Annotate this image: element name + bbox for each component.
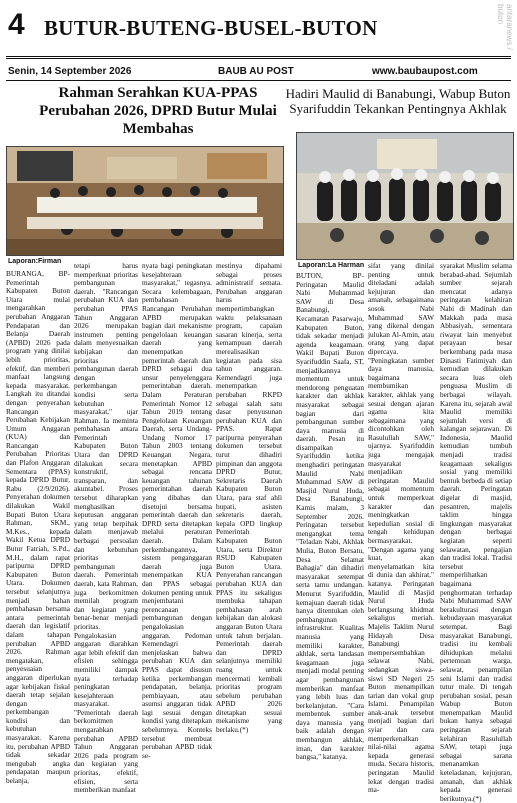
story1-column-1: BURANGA, BP- Pemerintah Kabupaten Buton Utara mulai mengarahkan perubahan Anggaran Pendapatan dan Belanja Daerah (APBD) 2026 pada program yang dinilai lebih prioritas, efektif, dan memberi manfaat langsung kepada masyarakat. Langkah itu ditandai dengan penyerahan Rancangan Perubahan Kebijakan Umum Anggaran (KUA) dan Rancangan Perubahan Prioritas dan Plafon Anggaran Sementara (PPAS) kepada DPRD Butur, Rabu (2/9/2026). Penyerahan dokumen dilakukan Wakil Bupati Buton Utara Rahman, SKM., M.Kes., kepada Wakil Ketua DPRD Butur Fatriah, S.Pd., M.H., dalam rapat paripurna DPRD Kabupaten Buton Utara. Dokumen tersebut selanjutnya menjadi bahan pembahasan bersama antara pemerintah daerah dan legislatif dalam tahapan perubahan APBD 2026. Rahman mengatakan, penyesuaian anggaran diperlukan agar kebijakan fiskal daerah tetap sejalan dengan perkembangan kondisi dan kebutuhan masyarakat. Karena itu, perubahan APBD tidak sekadar mengubah angka pendapatan maupun belanja, (6, 269, 70, 786)
divider (6, 80, 511, 81)
story2-photo (296, 132, 514, 260)
story2-photo-caption: Laporan:La Harman (298, 262, 365, 269)
story2-column-3: syarakat Muslim selama berabad-abad. Sejumlah sumber sejarah mencatat adanya peringatan kelahiran Nabi di Madinah dan Makkah pada masa Abbasiyah, sementara riwayat lain menyebut perayaan besar berkembang pada masa Dinasti Fatimiyah dan kemudian dilakukan secara luas oleh penguasa Muslim di berbagai wilayah. Karena itu, sejarah awal Maulid memiliki sejumlah versi di kalangan sejarawan. Di Indonesia, Maulid kemudian tumbuh menjadi tradisi keagamaan sekaligus sosial yang memiliki bentuk berbeda di setiap daerah. Peringatan digelar di masjid, pesantren, majelis taklim hingga lingkungan masyarakat dengan berbagai kegiatan seperti selawatan, pengajian dan tradisi lokal. Tradisi tersebut memperlihatkan bagaimana penghormatan terhadap Nabi Muhammad SAW berakulturasi dengan kebudayaan masyarakat setempat. Bagi masyarakat Banabungi, tradisi itu kembali dihidupkan melalui pertemuan warga, selawat, penampilan seni Islami dan tradisi tutur male. Di tengah perubahan sosial, pesan Wabup Buton menempatkan Maulid bukan hanya sebagai peringatan sejarah kelahiran Rasulullah SAW, tetapi juga sebagai sarana menanamkan keteladanan, kejujuran, amanah, dan akhlak kepada generasi berikutnya.(*) (440, 261, 512, 803)
divider (6, 58, 511, 59)
story1-column-2: tetapi harus memperkuat prioritas pembangunan daerah. "Rancangan perubahan KUA dan perubahan PPAS Tahun Anggaran 2026 merupakan instrumen penting dalam menyesuaikan kebijakan dan prioritas pembangunan daerah dengan perkembangan kondisi serta kebutuhan masyarakat," ujar Rahman. Ia meminta pembahasan antara Pemerintah Kabupaten Buton Utara dan DPRD dilakukan secara konstruktif, transparan, dan akuntabel. Proses tersebut diharapkan menghasilkan keputusan anggaran yang tetap berpihak dalam menjawab berbagai persoalan dan kebutuhan prioritas pembangunan daerah. Pemerintah daerah, kata Rahman, juga berkomitmen memilah program dan kegiatan yang benar-benar menjadi prioritas. Pengalokasian anggaran diarahkan agar lebih efektif dan efisien sehingga memiliki dampak nyata terhadap peningkatan kesejahteraan masyarakat. "Pemerintah daerah berkomitmen mengarahkan perubahan APBD Tahun Anggaran 2026 pada program dan kegiatan yang prioritas, efektif, efisien, serta memberikan manfaat (74, 261, 138, 795)
side-watermark: antaranews / buton (496, 4, 514, 50)
website-link[interactable]: www.baubaupost.com (372, 66, 478, 77)
page-number: 4 (8, 8, 25, 41)
story1-column-4: mestinya dipahami sebagai proses administratif semata. Perubahan anggaran harus mempertimbangkan waktu pelaksanaan program, capaian sasaran kinerja, serta kemampuan daerah merealisasikan kegiatan pada sisa tahun anggaran. Kemendagri juga menempatkan perubahan RKPD sebagai salah satu dasar penyusunan perubahan KUA dan PPAS. Rapat paripurna penyerahan dokumen tersebut turut dihadiri pimpinan dan anggota DPRD Butur, Sekretaris Daerah Kabupaten Buton Utara, para staf ahli bupati, asisten sekretaris daerah, kepala OPD lingkup Pemerintah Kabupaten Buton Utara, serta Direktur RSUD Kabupaten Buton Utara. Penyerahan rancangan perubahan KUA dan PPAS itu sekaligus membuka tahapan pembahasan arah kebijakan dan alokasi anggaran Buton Utara untuk tahun berjalan. Pemerintah daerah dan DPRD selanjutnya memiliki ruang untuk mencermati kembali prioritas program sebelum perubahan APBD 2026 ditetapkan sesuai mekanisme yang berlaku.(*) (216, 261, 282, 735)
story1-photo-caption: Laporan:Firman (8, 258, 62, 265)
story1-column-3: nyata bagi peningkatan kesejahteraan masyarakat," tegasnya. Secara kelembagaan, pembahasan Rancangan Perubahan APBD merupakan bagian dari mekanisme pengelolaan keuangan daerah yang menempatkan pemerintah daerah dan DPRD sebagai dua unsur penyelenggara pemerintahan daerah. Dalam Peraturan Pemerintah Nomor 12 Tahun 2019 tentang Pengelolaan Keuangan Daerah, serta Undang-Undang Nomor 17 Tahun 2003 tentang Keuangan Negara, menetapkan APBD sebagai rencana keuangan tahunan pemerintahan daerah yang dibahas dan disetujui bersama pemerintah daerah dan DPRD serta ditetapkan melalui peraturan daerah. Dalam perkembangannya, sistem penganggaran daerah juga menempatkan KUA dan PPAS sebagai dokumen penting untuk menjembatani perencanaan pembangunan dengan pengalokasian anggaran. Pedoman Kemendagri menjelaskan bahwa perubahan KUA dan PPAS dapat disusun ketika perkembangan pendapatan, belanja, pembiayaan, atau asumsi anggaran tidak lagi sesuai dengan kondisi yang ditetapkan sebelumnya. Konteks tersebut membuat perubahan APBD tidak se- (142, 261, 212, 760)
story2-column-2: sifat yang dinilai penting untuk diteladani adalah kejujuran dan amanah, sebagaimana sosok Nabi Muhammad SAW yang dikenal dengan julukan Al-Amin, atau orang yang dapat dipercaya. "Peningkatan sumber daya manusia, bagaimana membumikan karakter, akhlak yang sesuai dengan ajaran agama kita sebagaimana yang dicontohkan oleh Rasulullah SAW," ujarnya. Syarifuddin juga mengajak masyarakat menjadikan peringatan Maulid sebagai momentum untuk memperkuat karakter dan meningkatkan kepedulian sosial di tengah kehidupan bermasyarakat. "Dengan agama yang kuat, akan menyelamatkan kita di dunia dan akhirat," katanya. Peringatan Maulid di Masjid Nurul Huda berlangsung khidmat sekaligus meriah. Majelis Taklim Nurul Hidayah Desa Banabungi mempersembahkan selawat Nabi, sedangkan siswa-siswi SD Negeri 25 Buton menampilkan tarian dan vokal grup Islami. Penampilan anak-anak tersebut menjadi bagian dari syiar dan cara memperkenalkan nilai-nilai agama kepada generasi muda. Secara historis, peringatan Maulid lekat dengan tradisi ma- (368, 261, 434, 795)
paper-name: BAUB AU POST (218, 66, 294, 77)
story1-headline: Rahman Serahkan KUA-PPAS Perubahan 2026, DPRD Butur Mulai Membahas (39, 85, 277, 137)
story1-photo (6, 146, 284, 256)
issue-date: Senin, 14 September 2026 (8, 66, 132, 77)
story2-column-1: BUTON, BP- Peringatan Maulid Nabi Muhammad SAW di Desa Banabungi, Kecamatan Pasarwajo, Kabupaten Buton, tidak sekadar menjadi agenda keagamaan. Wakil Bupati Buton Syarifuddin Saafa, ST, menjadikannya momentum untuk mendorong penguatan karakter dan akhlak masyarakat sebagai bagian dari pembangunan sumber daya manusia di daerah. Pesan itu disampaikan Syarifuddin ketika menghadiri peringatan Maulid Nabi Muhammad SAW di Masjid Nurul Huda, Desa Banabungi, Kamis malam, 3 September 2026. Peringatan tersebut mengangkat tema "Teladan Nabi, Akhlak Mulia, Buton Bersatu, Desa Selamat Bahagia" dan dihadiri masyarakat setempat serta tamu undangan. Menurut Syarifuddin, kemajuan daerah tidak hanya ditentukan oleh pembangunan infrastruktur. Kualitas manusia yang memiliki karakter, akhlak, serta landasan keagamaan juga menjadi modal penting agar pembangunan memberikan manfaat yang lebih luas dan berkelanjutan. "Cara membentuk sumber daya manusia yang baik adalah dengan membangun akhlak, iman, dan karakter bangsa," katanya. (296, 271, 364, 762)
masthead (0, 0, 517, 62)
section-title: BUTUR-BUTENG-BUSEL-BUTON (44, 16, 378, 40)
story2-headline: Hadiri Maulid di Banabungi, Wabup Buton Syarifuddin Tekankan Pentingnya Akhlak (285, 86, 511, 116)
divider (6, 56, 511, 57)
